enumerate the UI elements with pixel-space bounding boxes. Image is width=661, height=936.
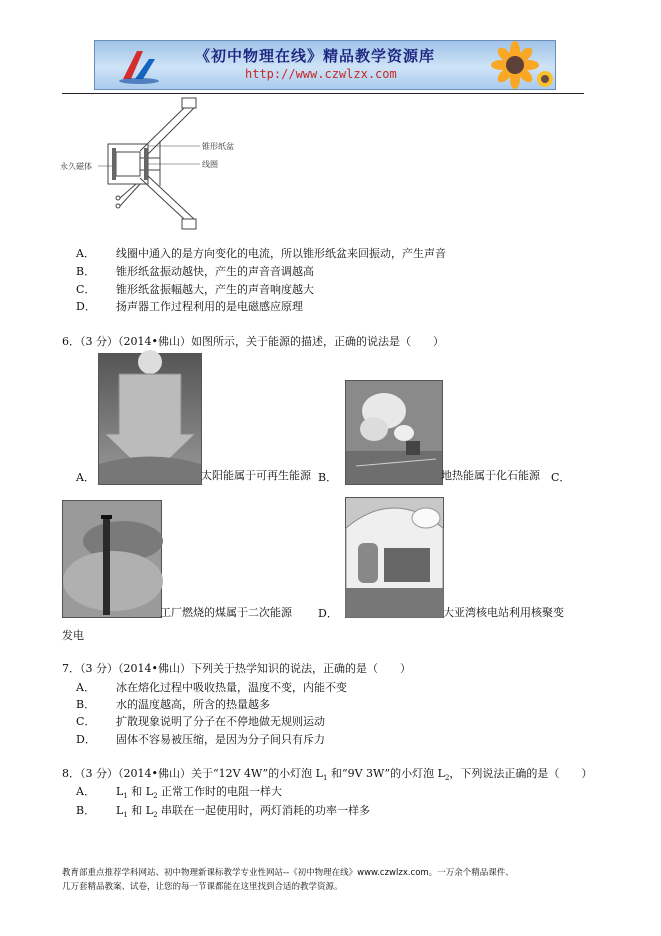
footer-line-1: 教育部重点推荐学科网站、初中物理新课标教学专业性网站--《初中物理在线》www.czwlzx.com。一万余个精品课件、: [62, 868, 514, 878]
q6-option-a-text: 太阳能属于可再生能源: [201, 469, 311, 482]
header-banner: [94, 40, 556, 90]
label-coil: 线圈: [202, 160, 218, 169]
q5-option-d: D． 扬声器工作过程利用的是电磁感应原理: [76, 300, 303, 313]
q6-option-d-letter: D．: [318, 607, 338, 620]
sunflower-icon: [475, 41, 555, 89]
q5-option-a: A． 线圈中通入的是方向变化的电流，所以锥形纸盆来回振动，产生声音: [76, 247, 446, 260]
photo-nuclear-plant-icon: [345, 497, 444, 618]
q7-option-d: D． 固体不容易被压缩，是因为分子间只有斥力: [76, 733, 325, 746]
q6-option-d-text: 大亚湾核电站利用核聚变: [443, 606, 564, 619]
q8-option-b: B． $L_1$ 和 $L_2$ 串联在一起使用时，两灯消耗的功率一样多: [76, 804, 371, 820]
label-magnet: 永久磁体: [60, 162, 92, 171]
banner-url[interactable]: http://www.czwlzx.com: [245, 67, 397, 81]
q6-option-b-letter: B．: [318, 471, 338, 484]
q7-stem: 7．（3 分）（2014•佛山）下列关于热学知识的说法，正确的是（ ）: [62, 662, 411, 675]
q5-option-c: C． 锥形纸盆振幅越大，产生的声音响度越大: [76, 283, 314, 296]
photo-sun-icon: [98, 353, 202, 485]
q6-option-a-letter: A．: [76, 471, 95, 484]
q6-option-c-letter: C．: [551, 471, 571, 484]
banner-title: 《初中物理在线》精品教学资源库: [195, 47, 436, 65]
q5-option-b: B． 锥形纸盆振动越快，产生的声音音调越高: [76, 265, 314, 278]
q7-option-b: B． 水的温度越高，所含的热量越多: [76, 698, 270, 711]
photo-geothermal-icon: [345, 380, 443, 485]
speaker-diagram: [60, 96, 234, 231]
q6-option-b-text: 地热能属于化石能源: [441, 469, 540, 482]
footer-line-2: 几万套精品教案、试卷，让您的每一节课都能在这里找到合适的教学资源。: [62, 882, 343, 892]
photo-factory-chimney-icon: [62, 500, 162, 618]
q8-stem: 8．（3 分）（2014•佛山）关于“12V 4W”的小灯泡 $L_1$ 和“9V 3W”的小灯泡 $L_2$，下列说法正确的是（ ）: [62, 767, 593, 783]
label-cone: 锥形纸盆: [202, 142, 234, 151]
q7-option-c: C． 扩散现象说明了分子在不停地做无规则运动: [76, 715, 325, 728]
q8-option-a: A． $L_1$ 和 $L_2$ 正常工作时的电阻一样大: [76, 785, 283, 801]
header-divider: [62, 93, 584, 94]
site-logo-icon: [115, 45, 165, 85]
q7-option-a: A． 冰在熔化过程中吸收热量，温度不变，内能不变: [76, 681, 347, 694]
q6-stem: 6．（3 分）（2014•佛山）如图所示，关于能源的描述，正确的说法是（ ）: [62, 335, 444, 348]
q6-option-c-text: 工厂燃烧的煤属于二次能源: [160, 606, 292, 619]
q6-option-d-text-cont: 发电: [62, 629, 84, 642]
